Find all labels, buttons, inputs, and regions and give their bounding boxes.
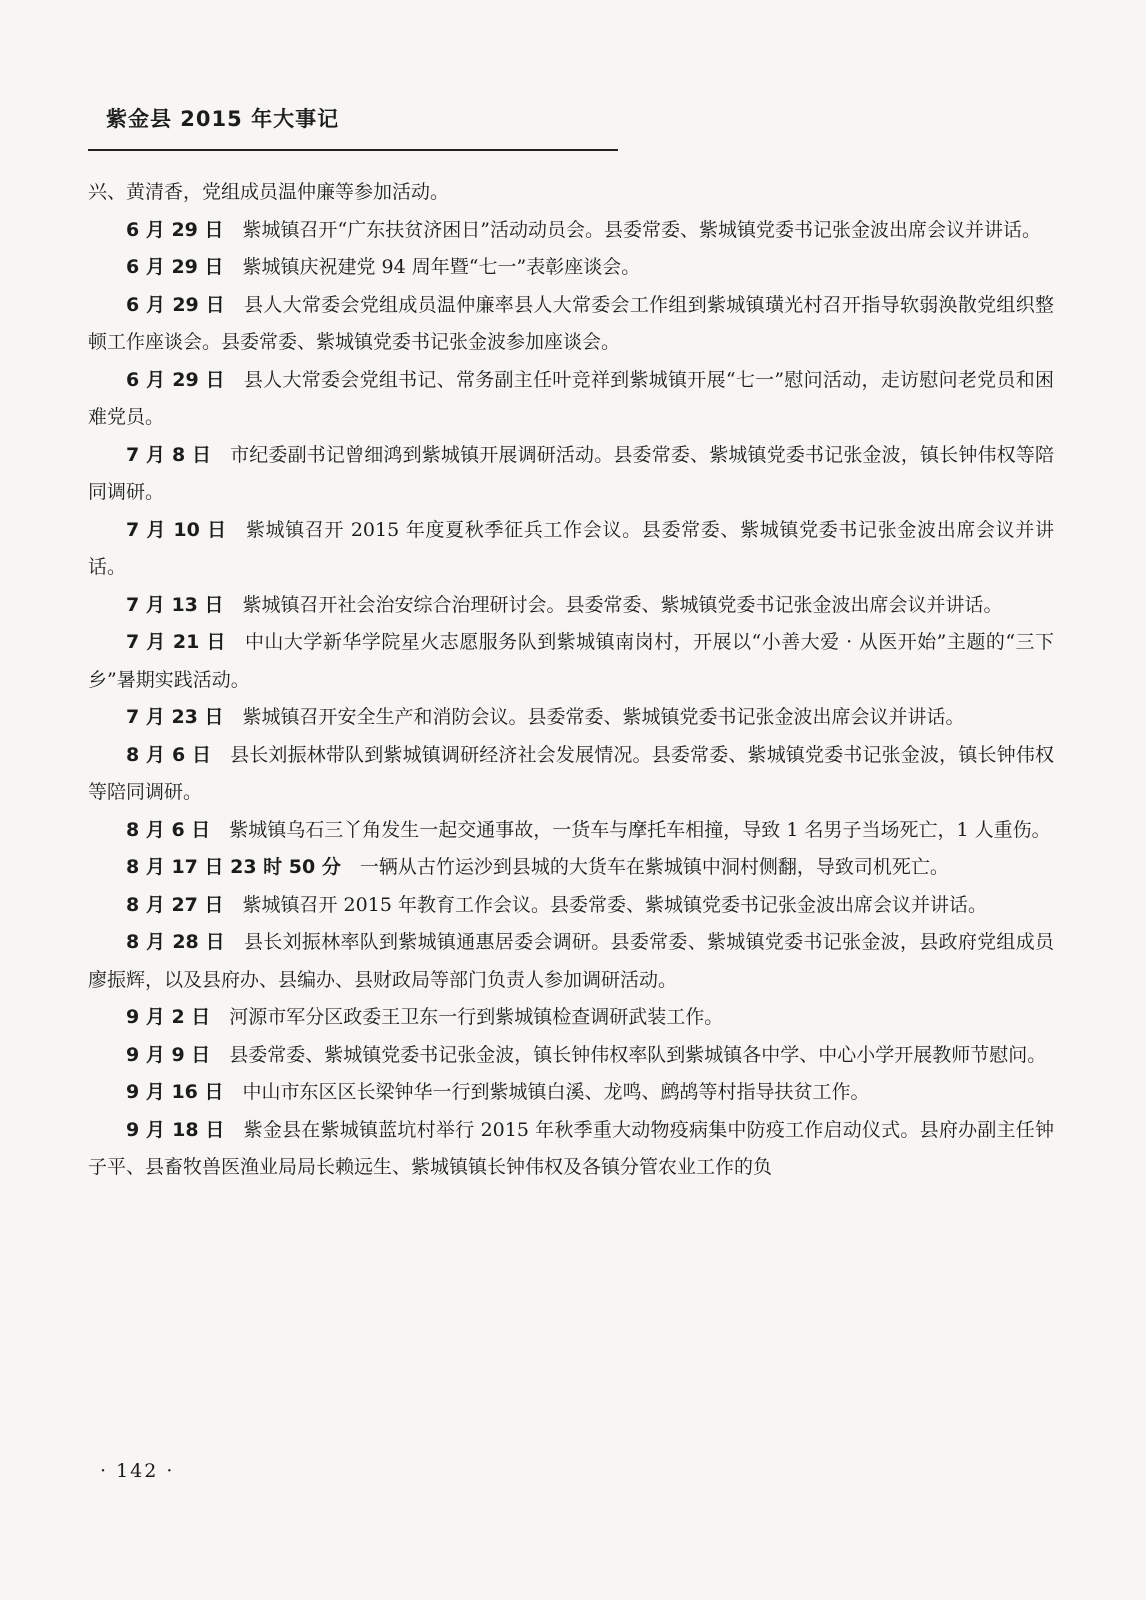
entry-text: 紫城镇庆祝建党 94 周年暨“七一”表彰座谈会。 (242, 256, 641, 278)
entry-text: 紫城镇召开 2015 年教育工作会议。县委常委、紫城镇党委书记张金波出席会议并讲话。 (242, 893, 987, 916)
chronicle-entry (88, 1074, 1054, 1112)
entry-text: 紫城镇召开安全生产和消防会议。县委常委、紫城镇党委书记张金波出席会议并讲话。 (242, 706, 965, 728)
page-header-title: 紫金县 2015 年大事记 (106, 107, 340, 131)
entry-date: 9 月 16 日 (126, 1081, 224, 1103)
entry-date: 9 月 9 日 (126, 1043, 211, 1066)
entry-date: 8 月 27 日 (126, 893, 224, 916)
entry-date: 6 月 29 日 (126, 293, 225, 316)
entry-text: 县人大常委会党组成员温仲廉率县人大常委会工作组到紫城镇璜光村召开指导软弱涣散党组织整顿工作座谈会。县委常委、紫城镇党委书记张金波参加座谈会。 (88, 293, 1054, 353)
entry-text: 紫城镇召开“广东扶贫济困日”活动动员会。县委常委、紫城镇党委书记张金波出席会议并讲话。 (242, 218, 1041, 241)
entry-text: 县人大常委会党组书记、常务副主任叶竞祥到紫城镇开展“七一”慰问活动，走访慰问老党员和困难党员。 (88, 368, 1054, 428)
entry-date: 7 月 10 日 (126, 518, 227, 541)
chronicle-entry (88, 699, 1054, 737)
entry-text: 河源市军分区政委王卫东一行到紫城镇检查调研武装工作。 (229, 1006, 724, 1028)
header-divider (88, 149, 618, 151)
chronicle-entry (88, 737, 1054, 812)
chronicle-entry (88, 887, 1054, 925)
chronicle-entry (88, 587, 1054, 625)
entry-text: 市纪委副书记曾细鸿到紫城镇开展调研活动。县委常委、紫城镇党委书记张金波，镇长钟伟权等陪同调研。 (88, 443, 1054, 503)
entry-date: 7 月 21 日 (126, 631, 226, 653)
entry-date: 7 月 23 日 (126, 706, 224, 728)
entry-date: 6 月 29 日 (126, 256, 224, 278)
chronicle-entry (88, 812, 1054, 850)
entry-text: 紫城镇召开 2015 年度夏秋季征兵工作会议。县委常委、紫城镇党委书记张金波出席会议并讲话。 (88, 518, 1054, 578)
chronicle-entry (88, 624, 1054, 699)
entry-text: 紫金县在紫城镇蓝坑村举行 2015 年秋季重大动物疫病集中防疫工作启动仪式。县府办副主任钟子平、县畜牧兽医渔业局局长赖远生、紫城镇镇长钟伟权及各镇分管农业工作的负 (88, 1118, 1054, 1178)
chronicle-entry (88, 437, 1054, 512)
entry-date: 7 月 13 日 (126, 593, 224, 616)
chronicle-body (88, 174, 1054, 1187)
chronicle-entry (88, 849, 1054, 887)
chronicle-entry (88, 249, 1054, 287)
chronicle-entry (88, 924, 1054, 999)
entry-text: 紫城镇召开社会治安综合治理研讨会。县委常委、紫城镇党委书记张金波出席会议并讲话。 (242, 593, 1003, 616)
chronicle-entry (88, 287, 1054, 362)
entry-text: 中山大学新华学院星火志愿服务队到紫城镇南岗村，开展以“小善大爱 · 从医开始”主题的“三下乡”暑期实践活动。 (88, 631, 1054, 691)
entry-text: 中山市东区区长梁钟华一行到紫城镇白溪、龙鸣、鹧鸪等村指导扶贫工作。 (242, 1081, 870, 1103)
chronicle-entry (88, 999, 1054, 1037)
chronicle-entry (88, 362, 1054, 437)
entry-text: 县委常委、紫城镇党委书记张金波，镇长钟伟权率队到紫城镇各中学、中心小学开展教师节慰问。 (229, 1043, 1047, 1066)
entry-date: 9 月 2 日 (126, 1006, 211, 1028)
chronicle-entry (88, 512, 1054, 587)
entry-text: 一辆从古竹运沙到县城的大货车在紫城镇中洞村侧翻，导致司机死亡。 (359, 856, 949, 878)
entry-text: 县长刘振林率队到紫城镇通惠居委会调研。县委常委、紫城镇党委书记张金波，县政府党组成员廖振辉，以及县府办、县编办、县财政局等部门负责人参加调研活动。 (88, 931, 1054, 991)
entry-date: 8 月 6 日 (126, 743, 212, 766)
entry-date: 8 月 17 日 23 时 50 分 (126, 856, 341, 878)
entry-date: 6 月 29 日 (126, 368, 225, 391)
entry-date: 8 月 6 日 (126, 818, 211, 841)
chronicle-entry (88, 1112, 1054, 1187)
entry-date: 7 月 8 日 (126, 443, 212, 466)
continuation-paragraph: 兴、黄清香，党组成员温仲廉等参加活动。 (88, 181, 450, 203)
entry-date: 8 月 28 日 (126, 931, 225, 953)
entry-text: 县长刘振林带队到紫城镇调研经济社会发展情况。县委常委、紫城镇党委书记张金波，镇长钟伟权等陪同调研。 (88, 743, 1054, 803)
page-number: · 142 · (100, 1460, 175, 1482)
entry-date: 6 月 29 日 (126, 218, 224, 241)
chronicle-entry (88, 212, 1054, 250)
chronicle-entry (88, 1037, 1054, 1075)
entry-date: 9 月 18 日 (126, 1118, 225, 1141)
entry-text: 紫城镇乌石三丫角发生一起交通事故，一货车与摩托车相撞，导致 1 名男子当场死亡，1 人重伤。 (229, 818, 1051, 841)
